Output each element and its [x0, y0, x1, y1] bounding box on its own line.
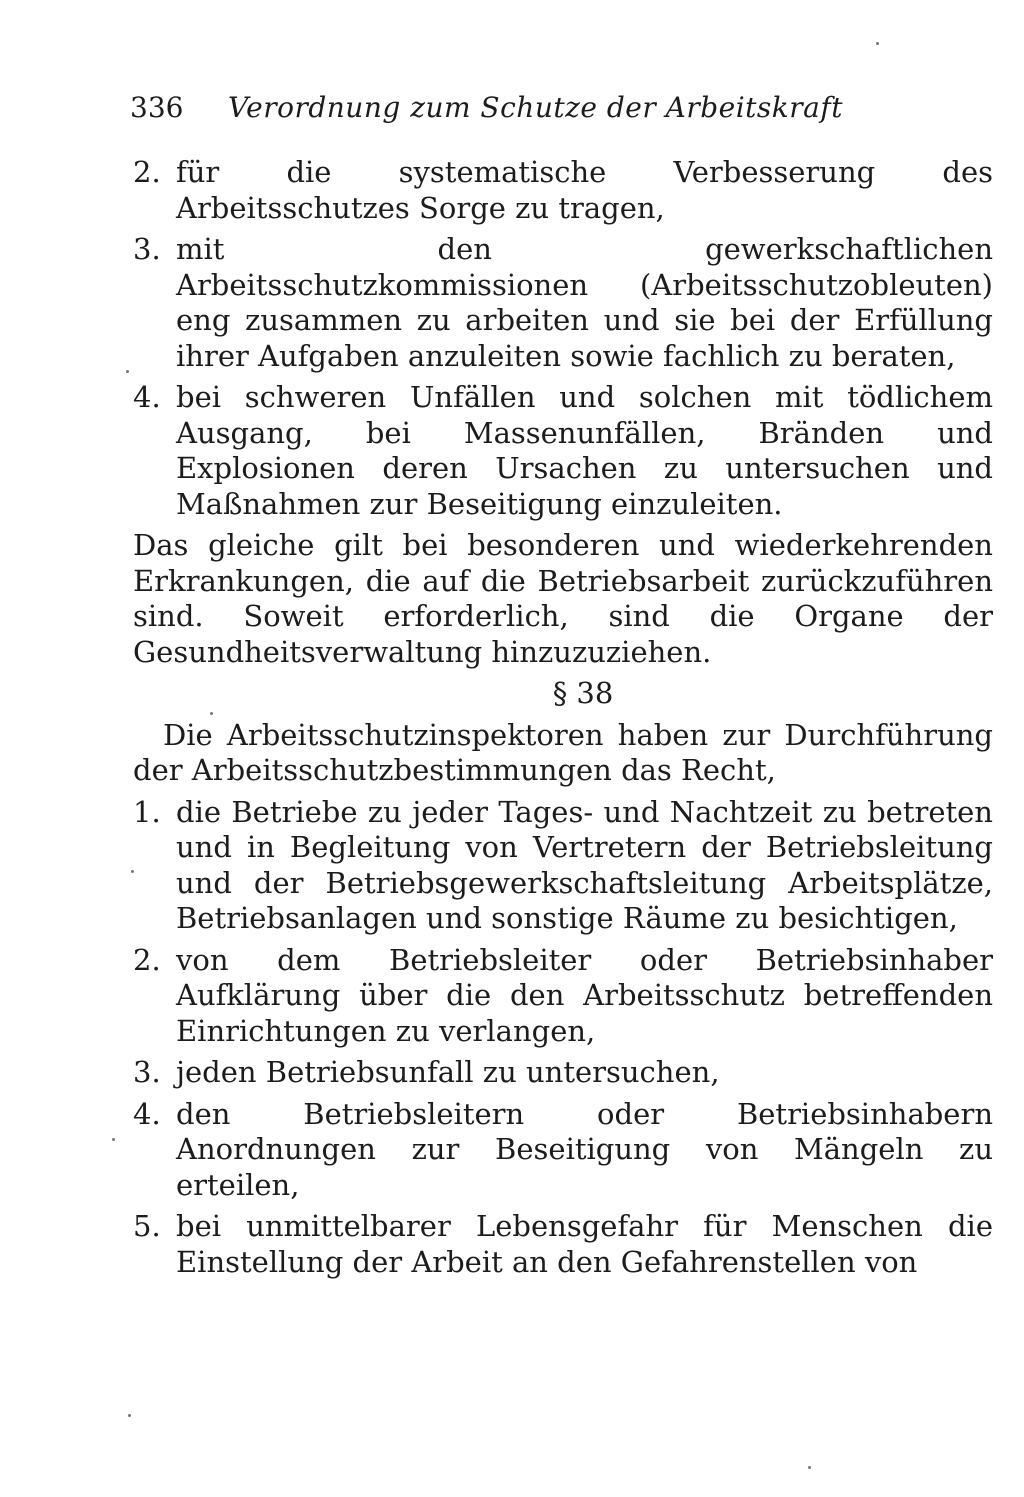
list-item-text: von dem Betriebsleiter oder Betriebsinhaber Aufklärung über die den Arbeitsschutz betreffenden Einrichtungen zu verlangen,: [176, 942, 993, 1048]
scan-speck: [128, 1414, 131, 1417]
list-item-number: 5.: [133, 1209, 161, 1243]
list-item-number: 1.: [133, 794, 161, 829]
scan-speck: [112, 1138, 115, 1141]
running-title: Verordnung zum Schutze der Arbeitskraft: [228, 91, 843, 124]
list-item-number: 3.: [133, 232, 161, 266]
list-item-number: 4.: [133, 1096, 161, 1131]
list-item: [133, 155, 993, 226]
list-item: [133, 380, 993, 522]
list-item-text: den Betriebsleitern oder Betriebsinhabern Anordnungen zur Beseitigung von Mängeln zu erteilen,: [176, 1096, 993, 1202]
list-item: [133, 1209, 993, 1280]
list-item-text: mit den gewerkschaftlichen Arbeitsschutzkommissionen (Arbeitsschutzobleuten) eng zusammen zu arbeiten und sie bei der Erfüllung ihrer Aufgaben anzuleiten sowie fachlich zu beraten,: [176, 232, 993, 373]
list-item: [133, 1055, 993, 1091]
scan-speck: [210, 712, 213, 715]
list-item-text: die Betriebe zu jeder Tages- und Nachtzeit zu betreten und in Begleitung von Vertretern der Betriebsleitung und der Betriebsgewerkschaftsleitung Arbeitsplätze, Betriebsanlagen und sonstige Räume zu besichtigen,: [176, 794, 993, 935]
list-item-text: für die systematische Verbesserung des Arbeitsschutzes Sorge zu tragen,: [176, 155, 993, 225]
list-item-number: 4.: [133, 380, 161, 414]
page-header: [130, 88, 1000, 128]
scan-speck: [126, 370, 129, 373]
scan-speck: [808, 1466, 811, 1469]
list-item: [133, 943, 993, 1050]
section-intro: Die Arbeitsschutzinspektoren haben zur Durchführung der Arbeitsschutzbestimmungen das Recht,: [133, 717, 993, 787]
body-text: [133, 155, 993, 1286]
list-item-text: bei schweren Unfällen und solchen mit tödlichem Ausgang, bei Massenunfällen, Bränden und Explosionen deren Ursachen zu untersuchen und Maßnahmen zur Beseitigung einzuleiten.: [176, 380, 993, 521]
page-number: 336: [130, 91, 184, 124]
list-item: [133, 232, 993, 374]
list-item-number: 2.: [133, 155, 161, 189]
list-item: [133, 795, 993, 937]
list-item-number: 2.: [133, 942, 161, 977]
section-heading: § 38: [552, 676, 614, 710]
list-item-number: 3.: [133, 1055, 161, 1089]
scan-speck: [131, 870, 134, 873]
paragraph: Das gleiche gilt bei besonderen und wiederkehrenden Erkrankungen, die auf die Betriebsarbeit zurückzuführen sind. Soweit erforderlich, sind die Organe der Gesundheitsverwaltung hinzuzuziehen.: [133, 528, 993, 669]
list-item: [133, 1097, 993, 1204]
scan-speck: [876, 42, 879, 45]
list-item-text: bei unmittelbarer Lebensgefahr für Menschen die Einstellung der Arbeit an den Gefahrenstellen von: [176, 1209, 993, 1279]
list-item-text: jeden Betriebsunfall zu untersuchen,: [176, 1055, 720, 1089]
